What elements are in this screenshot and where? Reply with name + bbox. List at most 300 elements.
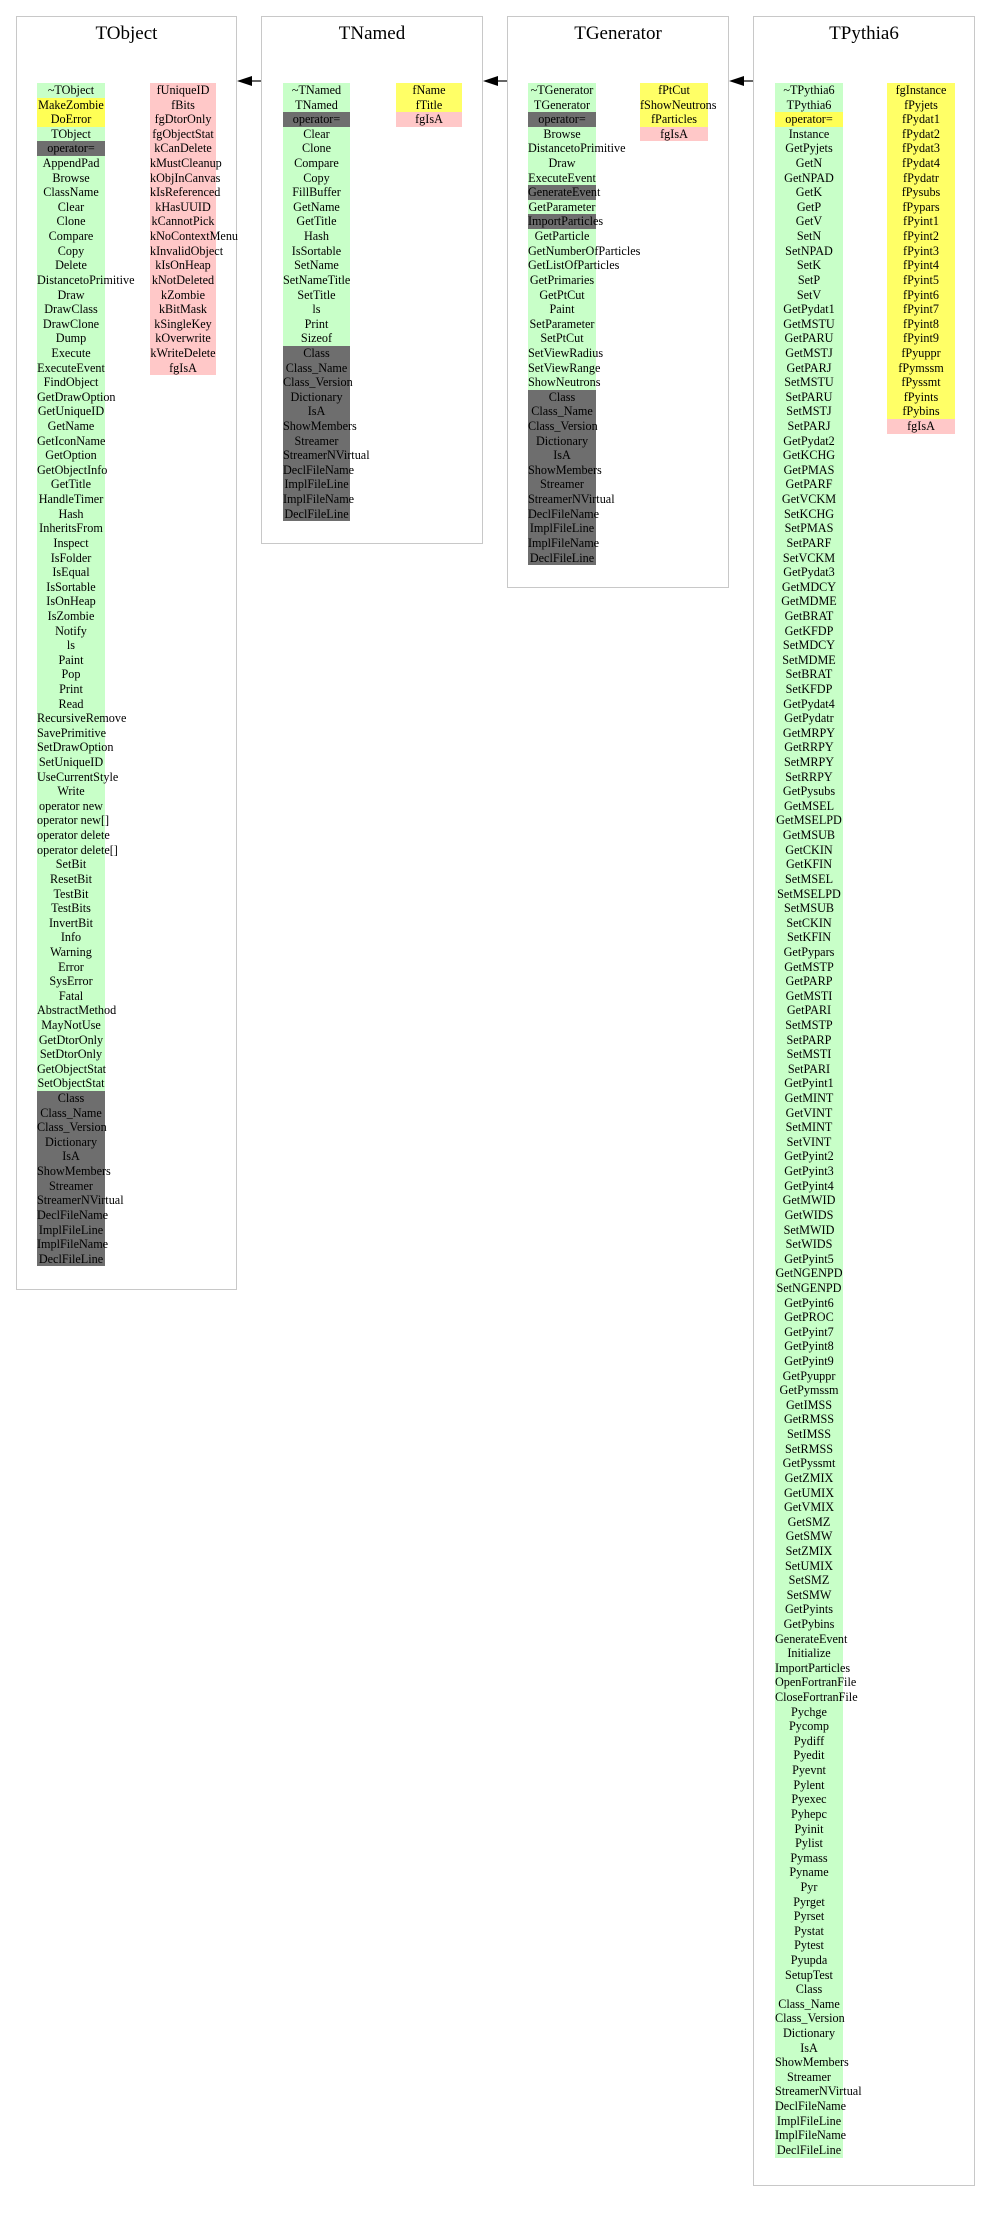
method-item: SetRRPY xyxy=(775,770,843,785)
method-item: Draw xyxy=(528,156,596,171)
method-item: ShowMembers xyxy=(37,1164,111,1179)
method-list xyxy=(528,83,641,565)
method-item: DeclFileName xyxy=(37,1207,109,1222)
member-item: fShowNeutrons xyxy=(640,97,717,112)
method-item: IsSortable xyxy=(37,580,105,595)
method-item: SetMRPY xyxy=(775,755,843,770)
method-item: SetNameTitle xyxy=(283,272,351,287)
method-item: GetCKIN xyxy=(775,843,843,858)
method-item: Instance xyxy=(775,127,843,142)
method-item: GetPydat3 xyxy=(775,565,843,580)
method-item: GetPymssm xyxy=(775,1383,843,1398)
member-item: fPysubs xyxy=(887,185,955,200)
method-item: GetObjectInfo xyxy=(37,462,108,477)
method-item: IsSortable xyxy=(283,244,350,259)
member-item: fPyints xyxy=(887,390,955,405)
method-item: GetParameter xyxy=(528,199,596,214)
method-item: Warning xyxy=(37,945,105,960)
method-item: Pydiff xyxy=(775,1734,843,1749)
method-item: GetMSTP xyxy=(775,960,843,975)
member-item: fgIsA xyxy=(150,361,216,376)
method-item: Pytest xyxy=(775,1938,843,1953)
method-item: Dictionary xyxy=(775,2026,843,2041)
method-item: MakeZombie xyxy=(38,97,104,112)
method-item: ~TGenerator xyxy=(528,83,596,98)
method-item: IsOnHeap xyxy=(37,594,105,609)
method-item: Class_Name xyxy=(528,404,596,419)
method-item: DeclFileLine xyxy=(776,2142,842,2157)
method-item: GetObjectStat xyxy=(37,1061,107,1076)
method-item: Class_Version xyxy=(775,2011,845,2026)
member-item: fPyint6 xyxy=(887,288,955,303)
member-item: kNotDeleted xyxy=(151,272,215,287)
method-item: Execute xyxy=(37,346,105,361)
method-item: Pyupda xyxy=(775,1953,843,1968)
method-item: GetMRPY xyxy=(775,726,843,741)
method-item: Dictionary xyxy=(528,434,596,449)
method-item: AppendPad xyxy=(37,156,105,171)
method-item: DeclFileName xyxy=(283,462,355,477)
method-item: Compare xyxy=(37,229,105,244)
method-item: Pylist xyxy=(775,1836,843,1851)
method-item: GetTitle xyxy=(37,477,105,492)
method-item: Pylent xyxy=(775,1778,843,1793)
method-item: Pyinit xyxy=(775,1822,843,1837)
method-item: GetName xyxy=(283,200,350,215)
method-item: InvertBit xyxy=(37,916,105,931)
method-item: Pyhepc xyxy=(775,1807,843,1822)
method-item: SetUMIX xyxy=(775,1559,843,1574)
method-item: SetTitle xyxy=(283,288,350,303)
member-item: fPydat2 xyxy=(887,127,955,142)
member-item: fPypars xyxy=(887,200,955,215)
method-item: SetUniqueID xyxy=(38,755,104,770)
method-item: GetPyint1 xyxy=(775,1076,843,1091)
method-item: GetMDCY xyxy=(775,580,843,595)
member-item: fName xyxy=(396,83,462,98)
method-item: Clone xyxy=(37,214,105,229)
member-item: fPyint2 xyxy=(887,229,955,244)
method-item: GetIMSS xyxy=(775,1398,843,1413)
method-item: GetDtorOnly xyxy=(38,1032,104,1047)
method-item: DeclFileLine xyxy=(529,550,595,565)
method-item: GetPARU xyxy=(775,331,843,346)
method-item: Pystat xyxy=(775,1924,843,1939)
method-item: ~TObject xyxy=(37,83,105,98)
method-item: Class_Version xyxy=(528,419,598,434)
method-item: operator= xyxy=(283,112,350,127)
method-item: GetPyint4 xyxy=(775,1179,843,1194)
method-item: Fatal xyxy=(37,989,105,1004)
method-item: Pyrset xyxy=(775,1909,843,1924)
member-item: fPyint9 xyxy=(887,331,955,346)
method-item: IsA xyxy=(283,404,350,419)
member-item: kCanDelete xyxy=(150,141,216,156)
method-item: GetPARP xyxy=(775,974,843,989)
method-item: IsA xyxy=(37,1149,105,1164)
method-item: Pymass xyxy=(775,1851,843,1866)
member-item: kMustCleanup xyxy=(150,156,222,171)
method-item: Print xyxy=(283,317,350,332)
member-item: kIsReferenced xyxy=(150,185,221,200)
member-item: fgIsA xyxy=(396,112,462,127)
method-item: Clone xyxy=(283,141,350,156)
method-item: Streamer xyxy=(37,1179,105,1194)
method-item: SetViewRadius xyxy=(528,345,604,360)
method-item: Pop xyxy=(37,667,105,682)
method-item: SetPARU xyxy=(775,390,843,405)
method-item: GetVINT xyxy=(775,1106,843,1121)
member-item: fgIsA xyxy=(887,419,955,434)
member-list xyxy=(887,83,955,434)
member-item: fPtCut xyxy=(640,83,708,98)
inheritance-arrow-tgenerator-tnamed xyxy=(483,76,507,86)
method-item: Class_Version xyxy=(37,1120,107,1135)
method-item: GetPydatr xyxy=(775,711,843,726)
member-item: kInvalidObject xyxy=(150,243,224,258)
method-item: Hash xyxy=(283,229,350,244)
method-item: CloseFortranFile xyxy=(775,1690,858,1705)
method-item: GetDrawOption xyxy=(37,389,116,404)
method-item: GetUniqueID xyxy=(37,404,105,419)
method-item: GetTitle xyxy=(283,214,350,229)
method-item: IsFolder xyxy=(37,551,105,566)
member-item: kIsOnHeap xyxy=(150,258,216,273)
method-item: Dictionary xyxy=(37,1135,105,1150)
method-item: SetVINT xyxy=(775,1135,843,1150)
method-item: SetMSUB xyxy=(775,901,843,916)
method-item: GetPyssmt xyxy=(775,1456,843,1471)
class-title: TNamed xyxy=(338,23,406,44)
method-item: Notify xyxy=(37,624,105,639)
method-item: SetV xyxy=(775,288,843,303)
method-item: Clear xyxy=(37,200,105,215)
method-item: GenerateEvent xyxy=(528,185,601,200)
method-item: operator= xyxy=(37,141,105,156)
method-item: GetSMZ xyxy=(775,1515,843,1530)
method-item: GetMSTI xyxy=(775,989,843,1004)
member-item: fPydat4 xyxy=(887,156,955,171)
method-item: GetVMIX xyxy=(775,1500,843,1515)
method-item: SetRMSS xyxy=(775,1442,843,1457)
method-item: GetNumberOfParticles xyxy=(528,243,641,258)
method-item: SetPARP xyxy=(775,1033,843,1048)
method-item: HandleTimer xyxy=(38,492,104,507)
method-item: DoError xyxy=(37,112,105,127)
method-item: SetVCKM xyxy=(775,551,843,566)
method-item: SetMWID xyxy=(775,1223,843,1238)
method-item: GetN xyxy=(775,156,843,171)
method-item: Inspect xyxy=(37,536,105,551)
method-item: SetKFIN xyxy=(775,930,843,945)
method-item: FillBuffer xyxy=(283,185,350,200)
method-item: StreamerNVirtual xyxy=(283,448,370,463)
method-item: Copy xyxy=(283,171,350,186)
method-item: Pyexec xyxy=(775,1792,843,1807)
method-item: SetMINT xyxy=(775,1120,843,1135)
method-item: Pyrget xyxy=(775,1895,843,1910)
method-item: Streamer xyxy=(283,434,350,449)
member-item: fBits xyxy=(150,98,216,113)
method-item: IsZombie xyxy=(37,609,105,624)
method-item: SavePrimitive xyxy=(37,725,107,740)
method-item: SetMDME xyxy=(775,653,843,668)
method-item: Dictionary xyxy=(283,390,350,405)
method-item: SetMSEL xyxy=(775,872,843,887)
method-item: GetBRAT xyxy=(775,609,843,624)
method-item: Streamer xyxy=(775,2070,843,2085)
method-item: GetListOfParticles xyxy=(528,258,620,273)
method-item: Draw xyxy=(37,288,105,303)
method-item: GetZMIX xyxy=(775,1471,843,1486)
method-item: GetPARI xyxy=(775,1003,843,1018)
member-item: fPyuppr xyxy=(887,346,955,361)
method-item: ~TPythia6 xyxy=(775,83,843,98)
method-item: SetIMSS xyxy=(775,1427,843,1442)
method-item: Class_Name xyxy=(37,1106,105,1121)
method-item: SetDtorOnly xyxy=(37,1047,105,1062)
method-item: TestBit xyxy=(37,887,105,902)
method-item: Compare xyxy=(283,156,350,171)
method-item: GetPyuppr xyxy=(775,1369,843,1384)
method-item: Sizeof xyxy=(283,331,350,346)
member-item: fPydat3 xyxy=(887,141,955,156)
method-item: Info xyxy=(37,930,105,945)
method-item: Initialize xyxy=(775,1646,843,1661)
method-item: DistancetoPrimitive xyxy=(528,141,626,156)
method-item: GetPydat1 xyxy=(775,302,843,317)
method-item: GetPyint9 xyxy=(775,1354,843,1369)
member-list xyxy=(396,83,462,127)
method-item: GetMSEL xyxy=(775,799,843,814)
method-item: GetMWID xyxy=(775,1193,843,1208)
method-item: SetPARF xyxy=(775,536,843,551)
method-item: GetPypars xyxy=(775,945,843,960)
method-item: operator new[] xyxy=(37,813,110,828)
method-item: GetUMIX xyxy=(775,1486,843,1501)
method-item: ImplFileName xyxy=(37,1237,109,1252)
class-title: TPythia6 xyxy=(829,23,899,44)
method-item: IsA xyxy=(775,2041,843,2056)
method-item: Pyedit xyxy=(775,1748,843,1763)
method-item: TestBits xyxy=(37,901,105,916)
method-item: GetPMAS xyxy=(775,463,843,478)
method-item: GetName xyxy=(37,419,105,434)
method-item: GetPyint2 xyxy=(775,1149,843,1164)
method-item: SetPARJ xyxy=(775,419,843,434)
member-item: kBitMask xyxy=(150,302,216,317)
method-item: GetOption xyxy=(37,448,105,463)
method-item: Dump xyxy=(37,331,105,346)
method-item: SetWIDS xyxy=(775,1237,843,1252)
member-item: fgInstance xyxy=(887,83,955,98)
method-item: GetPyint5 xyxy=(775,1252,843,1267)
method-item: SetViewRange xyxy=(528,360,601,375)
method-item: GetPrimaries xyxy=(529,272,595,287)
method-item: ShowMembers xyxy=(775,2055,849,2070)
method-item: SetZMIX xyxy=(775,1544,843,1559)
method-item: SetMSTI xyxy=(775,1047,843,1062)
method-item: GetPROC xyxy=(775,1310,843,1325)
method-item: ImplFileLine xyxy=(776,2113,842,2128)
method-item: SetK xyxy=(775,258,843,273)
method-item: IsEqual xyxy=(37,565,105,580)
method-item: GetPyint8 xyxy=(775,1339,843,1354)
method-item: GetKCHG xyxy=(775,448,843,463)
method-item: GetNPAD xyxy=(775,171,843,186)
method-item: Pyevnt xyxy=(775,1763,843,1778)
class-title: TObject xyxy=(95,23,158,44)
method-item: FindObject xyxy=(37,375,105,390)
method-item: SetMDCY xyxy=(775,638,843,653)
method-item: GetPyint3 xyxy=(775,1164,843,1179)
member-item: fgIsA xyxy=(640,127,708,142)
method-item: Print xyxy=(37,682,105,697)
method-item: Error xyxy=(37,960,105,975)
method-list xyxy=(775,83,862,2158)
method-item: operator new xyxy=(37,799,105,814)
method-item: SetupTest xyxy=(775,1968,843,1983)
method-item: SetKCHG xyxy=(775,507,843,522)
method-item: TObject xyxy=(37,127,105,142)
method-item: GetPydat2 xyxy=(775,434,843,449)
method-item: Pyname xyxy=(775,1865,843,1880)
member-list xyxy=(150,83,239,375)
method-item: SetBit xyxy=(37,857,105,872)
method-item: UseCurrentStyle xyxy=(37,769,119,784)
method-item: OpenFortranFile xyxy=(775,1675,857,1690)
member-item: fgDtorOnly xyxy=(150,112,216,127)
method-item: GetRRPY xyxy=(775,740,843,755)
method-item: Class_Version xyxy=(283,375,353,390)
method-item: ls xyxy=(37,638,105,653)
method-item: Paint xyxy=(37,653,105,668)
method-item: GetRMSS xyxy=(775,1412,843,1427)
method-item: Paint xyxy=(528,302,596,317)
member-item: fPydat1 xyxy=(887,112,955,127)
method-list xyxy=(283,83,370,521)
member-item: fPyint7 xyxy=(887,302,955,317)
method-item: SetKFDP xyxy=(775,682,843,697)
method-item: GetV xyxy=(775,214,843,229)
member-item: kSingleKey xyxy=(150,317,216,332)
method-item: GetSMW xyxy=(775,1529,843,1544)
member-item: fPyint8 xyxy=(887,317,955,332)
method-list xyxy=(37,83,135,1266)
method-item: Copy xyxy=(37,244,105,259)
method-item: operator delete[] xyxy=(37,842,118,857)
method-item: ImportParticles xyxy=(775,1660,851,1675)
class-title: TGenerator xyxy=(574,23,662,44)
method-item: operator= xyxy=(528,112,596,127)
method-item: Class xyxy=(283,346,350,361)
method-item: DrawClass xyxy=(37,302,105,317)
method-item: SetDrawOption xyxy=(37,740,114,755)
method-item: Streamer xyxy=(528,477,596,492)
member-item: fPyssmt xyxy=(887,375,955,390)
method-item: RecursiveRemove xyxy=(37,711,127,726)
method-item: ShowMembers xyxy=(528,462,602,477)
method-item: GetP xyxy=(775,200,843,215)
method-item: ImplFileLine xyxy=(529,521,595,536)
method-item: SysError xyxy=(37,974,105,989)
method-item: ClassName xyxy=(37,185,105,200)
member-item: fgObjectStat xyxy=(150,127,216,142)
member-item: kNoContextMenu xyxy=(150,229,239,244)
method-item: AbstractMethod xyxy=(37,1003,117,1018)
method-item: Pycomp xyxy=(775,1719,843,1734)
method-item: Pychge xyxy=(775,1705,843,1720)
method-item: SetMSTU xyxy=(775,375,843,390)
method-item: ShowMembers xyxy=(283,419,357,434)
method-item: Class_Name xyxy=(283,361,350,376)
method-item: TNamed xyxy=(283,98,350,113)
method-item: SetNGENPD xyxy=(776,1280,842,1295)
member-item: fParticles xyxy=(640,112,708,127)
method-item: GetK xyxy=(775,185,843,200)
method-item: ExecuteEvent xyxy=(37,360,105,375)
method-item: ImplFileLine xyxy=(284,477,349,492)
member-item: fPyint5 xyxy=(887,273,955,288)
method-item: ShowNeutrons xyxy=(528,375,601,390)
method-item: DeclFileLine xyxy=(38,1251,104,1266)
member-item: fPyint4 xyxy=(887,258,955,273)
method-item: SetPtCut xyxy=(528,331,596,346)
method-item: ~TNamed xyxy=(283,83,350,98)
method-item: Write xyxy=(37,784,105,799)
inheritance-arrow-tnamed-tobject xyxy=(237,76,261,86)
member-item: fPyjets xyxy=(887,98,955,113)
method-item: SetSMW xyxy=(775,1588,843,1603)
method-item: GetMSELPD xyxy=(776,813,842,828)
member-item: kObjInCanvas xyxy=(150,170,221,185)
method-item: Class xyxy=(775,1982,843,1997)
method-item: operator= xyxy=(775,112,843,127)
method-item: SetName xyxy=(283,258,350,273)
method-item: GetMDME xyxy=(775,594,843,609)
method-item: operator delete xyxy=(37,828,110,843)
method-item: Browse xyxy=(37,171,105,186)
method-item: SetP xyxy=(775,273,843,288)
method-item: GetPysubs xyxy=(775,784,843,799)
method-item: SetParameter xyxy=(529,316,595,331)
method-item: Read xyxy=(37,697,105,712)
method-item: ResetBit xyxy=(37,872,105,887)
member-item: kWriteDelete xyxy=(150,345,216,360)
method-item: TPythia6 xyxy=(775,98,843,113)
method-item: ImplFileName xyxy=(775,2128,847,2143)
method-item: ImplFileName xyxy=(283,492,355,507)
member-item: fUniqueID xyxy=(150,83,216,98)
member-item: kZombie xyxy=(150,288,216,303)
method-item: Delete xyxy=(37,258,105,273)
method-item: SetMSTP xyxy=(775,1018,843,1033)
method-item: GetParticle xyxy=(528,229,596,244)
method-item: Pyr xyxy=(775,1880,843,1895)
method-item: GetMSTU xyxy=(775,317,843,332)
member-item: kCannotPick xyxy=(151,214,215,229)
method-item: GetPARF xyxy=(775,477,843,492)
method-item: ExecuteEvent xyxy=(528,170,596,185)
method-item: GetKFIN xyxy=(775,857,843,872)
method-item: Class xyxy=(528,390,596,405)
member-item: fTitle xyxy=(396,98,462,113)
method-item: InheritsFrom xyxy=(37,521,105,536)
inheritance-arrow-tpythia6-tgenerator xyxy=(729,76,753,86)
method-item: GetIconName xyxy=(37,433,106,448)
method-item: StreamerNVirtual xyxy=(37,1193,124,1208)
member-item: fPydatr xyxy=(887,171,955,186)
